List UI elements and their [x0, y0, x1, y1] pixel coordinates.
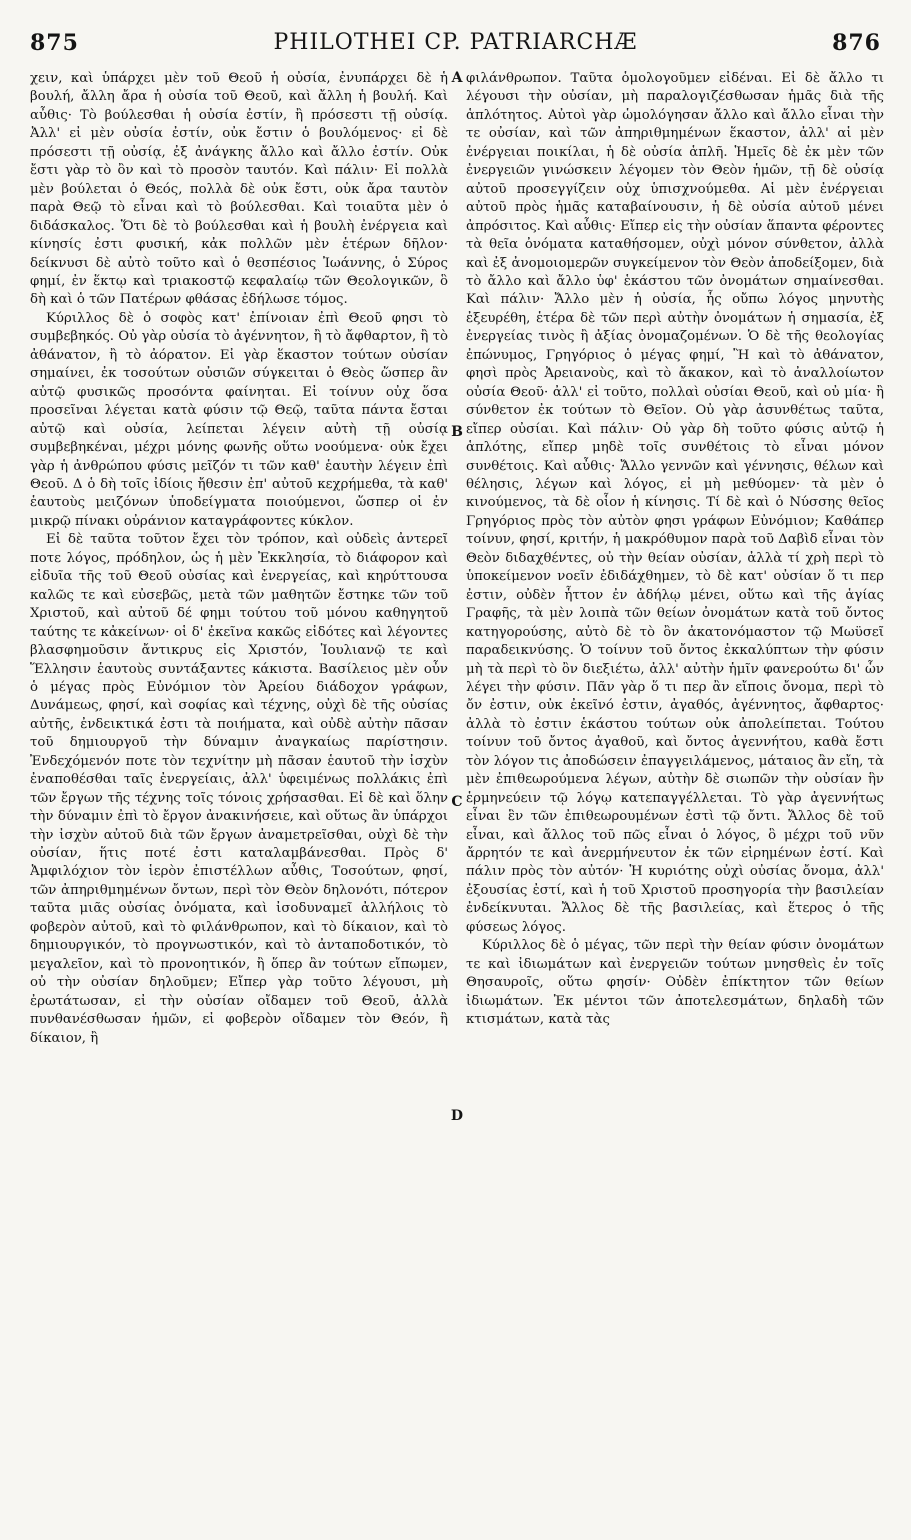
margin-letter-d: D	[450, 1108, 464, 1124]
margin-letter-b: B	[451, 424, 463, 440]
paragraph: φιλάνθρωπον. Ταῦτα ὁμολογοῦμεν εἰδέναι. Εἰ δὲ ἄλλο τι λέγουσι τὴν οὐσίαν, μὴ παραλογιζέσθωσαν ἡμᾶς διὰ τῆς ἁπλότητος. Αὐτοὶ γὰρ ὡμολόγησαν ἄλλο καὶ ἄλλο εἶναι τὴν τε οὐσίαν, καὶ τῶν ἀπηριθμημένων ἕκαστον, ἀλλ' αἱ μὲν ἐνέργειαι ποικίλαι, ἡ δὲ οὐσία ἁπλῆ. Ἡμεῖς δὲ ἐκ μὲν τῶν ἐνεργειῶν γινώσκειν λέγομεν τὸν Θεὸν ἡμῶν, τῇ δὲ οὐσίᾳ αὐτοῦ προσεγγίζειν οὐχ ὑπισχνούμεθα. Αἱ μὲν ἐνέργειαι αὐτοῦ πρὸς ἡμᾶς καταβαίνουσιν, ἡ δὲ οὐσία αὐτοῦ μένει ἀπρόσιτος. Καὶ αὖθις· Εἴπερ εἰς τὴν οὐσίαν ἅπαντα φέροντες τὰ θεῖα ὀνόματα καταθήσομεν, οὐχὶ μόνον σύνθετον, ἀλλὰ καὶ ἐξ ἀνομοιομερῶν συγκείμενον τὸν Θεὸν ἀποδείξομεν, διὰ τὸ ἄλλο καὶ ἄλλο ὑφ' ἑκάστου τῶν ὀνομάτων σημαίνεσθαι. Καὶ πάλιν· Ἄλλο μὲν ἡ οὐσία, ἧς οὔπω λόγος μηνυτὴς ἐξευρέθη, ἑτέρα δὲ τῶν περὶ αὐτὴν ὀνομάτων ἡ σημασία, ἐξ ἐνεργείας τινὸς ἢ ἀξίας ὀνομαζομένων. Ὁ δὲ τῆς θεολογίας ἐπώνυμος, Γρηγόριος ὁ μέγας φημί, Ἢ καὶ τὸ ἀθάνατον, φησὶ πρὸς Ἀρειανοὺς, καὶ τὸ ἄκακον, καὶ τὸ ἀναλλοίωτον οὐσία Θεοῦ· ἀλλ' εἰ τοῦτο, πολλαὶ οὐσίαι Θεοῦ, καὶ οὐ μία· ἢ σύνθετον ἐκ τούτων τὸ Θεῖον. Οὐ γὰρ ἀσυνθέτως ταῦτα, εἴπερ οὐσίαι. Καὶ πάλιν· Οὐ γὰρ δὴ τοῦτο φύσις αὐτῷ ἡ ἁπλότης, εἴπερ μηδὲ τοῖς συνθέτοις τὸ εἶναι μόνον συνθέτοις. Καὶ αὖθις· Ἄλλο γεννῶν καὶ γέννησις, θέλων καὶ θέλησις, λέγων καὶ λόγος, εἰ μὴ μεθύομεν· τὰ μὲν ὁ κινούμενος, τὰ δὲ οἷον ἡ κίνησις. Τί δὲ καὶ ὁ Νύσσης θεῖος Γρηγόριος πρὸς τὸν αὐτὸν φησι γράφων Εὐνόμιον; Καθάπερ τοίνυν, φησί, κριτήν, ἡ μακρόθυμον παρὰ τοῦ Δαβὶδ εἶναι τὸν Θεὸν διδαχθέντες, οὐ τὴν θείαν οὐσίαν, ἀλλὰ τί χρὴ περὶ τὸ ὑποκείμενον νοεῖν ἐδιδάχθημεν, τὸ δὲ κατ' οὐσίαν ὅ τι περ ἐστιν, οὐδὲν ἧττον ἐν ἀδήλῳ μένει, οὕτω καὶ τῆς ἁγίας Γραφῆς, τὰ μὲν λοιπὰ τῶν θείων ὀνομάτων κατὰ τοῦ ὄντος κατηγορούσης, αὐτὸ δὲ τὸ ὂν ἀκατονόμαστον τῷ Μωϋσεῖ παραδεικνύσης. Ὁ τοίνυν τοῦ ὄντος ἐκκαλύπτων τὴν φύσιν μὴ τὰ περὶ τὸ ὂν διεξιέτω, ἀλλ' αὐτὴν ἡμῖν φανερούτω δι' ὧν λέγει τὴν φύσιν. Πᾶν γὰρ ὅ τι περ ἂν εἴποις ὄνομα, περὶ τὸ ὄν ἐστιν, οὐκ ἐκεῖνό ἐστιν, ἀγαθός, ἀγέννητος, ἄφθαρτος· ἀλλὰ τὸ ἐστιν ἑκάστου τούτων οὐκ ἀπολείπεται. Τούτου τοίνυν τοῦ ὄντος ἀγαθοῦ, καὶ ὄντος ἀγεννήτου, καθὰ ἔστι τὸν λόγον τις ἀποδώσειν ἐπαγγειλάμενος, μάταιος ἂν εἴη, τὰ μὲν ἐπιθεωρούμενα λέγων, αὐτὴν δὲ σιωπῶν τὴν οὐσίαν ἣν ἑρμηνεύειν τῷ λόγῳ κατεπαγγέλλεται. Τὸ γὰρ ἀγεννήτως εἶναι ἓν τῶν ἐπιθεωρουμένων ἐστὶ τῷ ὄντι. Ἄλλος δὲ τοῦ εἶναι, καὶ ἄλλος τοῦ πῶς εἶναι ὁ λόγος, ὃ μέχρι τοῦ νῦν ἄρρητόν τε καὶ ἀνερμήνευτον ἐκ τῶν εἰρημένων ἐστί. Καὶ πάλιν πρὸς τὸν αὐτόν· Ἡ κυριότης οὐχὶ οὐσίας ὄνομα, ἀλλ' ἐξουσίας ἐστί, καὶ ἡ τοῦ Χριστοῦ προσηγορία τὴν βασιλείαν ἐνδείκνυται. Ἄλλος δὲ τῆς βασιλείας, καὶ ἕτερος ὁ τῆς φύσεως λόγος.	[466, 71, 884, 935]
paragraph: χειν, καὶ ὑπάρχει μὲν τοῦ Θεοῦ ἡ οὐσία, ἐνυπάρχει δὲ ἡ βουλή, ἄλλη ἄρα ἡ οὐσία τοῦ Θεοῦ, καὶ ἄλλη ἡ βουλή. Καὶ αὖθις· Τὸ βούλεσθαι ἡ οὐσία ἐστίν, ἢ πρόσεστι τῇ οὐσίᾳ. Ἀλλ' εἰ μὲν οὐσία ἐστίν, οὐκ ἔστιν ὁ βουλόμενος· εἰ δὲ πρόσεστι τῇ οὐσίᾳ, ἐξ ἀνάγκης ἄλλο καὶ ἄλλο ἐστίν. Οὐκ ἔστι γὰρ τὸ ὂν καὶ τὸ προσὸν ταυτόν. Καὶ πάλιν· Εἰ πολλὰ μὲν βούλεται ὁ Θεός, πολλὰ δὲ οὐκ ἔστι, οὐκ ἄρα ταυτὸν παρὰ Θεῷ τὸ εἶναι καὶ τὸ βούλεσθαι. Καὶ τοιαῦτα μὲν ὁ διδάσκαλος. Ὅτι δὲ τὸ βούλεσθαι καὶ ἡ βουλὴ ἐνέργεια καὶ κίνησίς ἐστι φυσική, κἀκ πολλῶν μὲν ἑτέρων δῆλον· δείκνυσι δὲ αὐτὸ τοῦτο καὶ ὁ θεσπέσιος Ἰωάννης, ὁ Σύρος φημί, ἐν ἕκτῳ καὶ τριακοστῷ κεφαλαίῳ τῶν Θεολογικῶν, ὃ δὴ καὶ ὁ τῶν Πατέρων φθάσας ἐδήλωσε τόμος.	[30, 71, 448, 308]
running-title: PHILOTHEI CP. PATRIARCHÆ	[273, 30, 638, 55]
page-number-right: 876	[832, 30, 881, 56]
paragraph: Κύριλλος δὲ ὁ μέγας, τῶν περὶ τὴν θείαν φύσιν ὀνομάτων τε καὶ ἰδιωμάτων καὶ ἐνεργειῶν τούτων μνησθεὶς ἐν τοῖς Θησαυροῖς, οὕτω φησίν· Οὐδὲν ἐπίκτητον τῶν θείων ἰδιωμάτων. Ἐκ μέντοι τῶν ἀποτελεσμάτων, δηλαδὴ τῶν κτισμάτων, κατὰ τὰς	[466, 938, 884, 1028]
paragraph: Εἰ δὲ ταῦτα τοῦτον ἔχει τὸν τρόπον, καὶ οὐδεὶς ἀντερεῖ ποτε λόγος, πρόδηλον, ὡς ἡ μὲν Ἐκκλησία, τὸ διάφορον καὶ εἰδυῖα τῆς τοῦ Θεοῦ οὐσίας καὶ ἐνεργείας, καὶ κηρύττουσα καλῶς τε καὶ εὐσεβῶς, μετὰ τῶν μαθητῶν ἔστηκε τῶν τοῦ Χριστοῦ, καὶ αὐτοῦ δέ φημι τούτου τοῦ μόνου καθηγητοῦ ταύτης τε κἀκείνων· οἱ δ' ἐκεῖνα κακῶς εἰδότες καὶ λέγοντες βλασφημοῦσιν ἄντικρυς εἰς Χριστόν, Ἰουλιανῷ τε καὶ Ἕλλησιν ἑαυτοὺς συντάξαντες κάκιστα. Βασίλειος μὲν οὖν ὁ μέγας πρὸς Εὐνόμιον τὸν Ἀρείου διάδοχον γράφων, Δυνάμεως, φησί, καὶ σοφίας καὶ τέχνης, οὐχὶ δὲ τῆς οὐσίας αὐτῆς, ἐνδεικτικά ἐστι τὰ ποιήματα, καὶ οὐδὲ αὐτὴν πᾶσαν τοῦ δημιουργοῦ τὴν δύναμιν ἀναγκαίως παρίστησιν. Ἐνδεχόμενόν ποτε τὸν τεχνίτην μὴ πᾶσαν ἑαυτοῦ τὴν ἰσχὺν ἐναποθέσθαι ταῖς ἐνεργείαις, ἀλλ' ὑφειμένως πολλάκις ἐπὶ τῶν ἔργων τῆς τέχνης τοῖς τόνοις χρήσασθαι. Εἰ δὲ καὶ ὅλην τὴν δύναμιν ἐπὶ τὸ ἔργον ἀνακινήσειε, καὶ οὕτως ἂν ὑπάρχοι τὴν ἰσχὺν αὐτοῦ διὰ τῶν ἔργων ἀναμετρεῖσθαι, οὐχὶ δὲ τὴν οὐσίαν, ἥτις ποτέ ἐστι καταλαμβάνεσθαι. Πρὸς δ' Ἀμφιλόχιον τὸν ἱερὸν ἐπιστέλλων αὖθις, Τοσούτων, φησί, τῶν ἀπηριθμημένων ὄντων, περὶ τὸν Θεὸν δηλονότι, πότερον ταῦτα μιᾶς οὐσίας ὀνόματα, καὶ ἰσοδυναμεῖ ἀλλήλοις τὸ φοβερὸν αὐτοῦ, καὶ τὸ φιλάνθρωπον, καὶ τὸ δίκαιον, καὶ τὸ δημιουργικόν, τὸ προγνωστικόν, καὶ τὸ ἀνταποδοτικόν, τὸ μεγαλεῖον, καὶ τὸ προνοητικόν, ἢ ὅπερ ἂν τούτων εἴπωμεν, οὐ τὴν οὐσίαν δηλοῦμεν; Εἴπερ γὰρ τοῦτο λέγουσι, μὴ ἐρωτάτωσαν, εἰ τὴν οὐσίαν οἴδαμεν τοῦ Θεοῦ, ἀλλὰ πυνθανέσθωσαν ἡμῶν, εἰ φοβερὸν οἴδαμεν τὸν Θεόν, ἢ δίκαιον, ἢ	[30, 532, 448, 1046]
paragraph: Κύριλλος δὲ ὁ σοφὸς κατ' ἐπίνοιαν ἐπὶ Θεοῦ φησι τὸ συμβεβηκός. Οὐ γὰρ οὐσία τὸ ἀγέννητον, ἢ τὸ ἄφθαρτον, ἢ τὸ ἀθάνατον, ἢ τὸ ἀόρατον. Εἰ γὰρ ἕκαστον τούτων οὐσίαν σημαίνει, ἐκ τοσούτων οὐσιῶν σύγκειται ὁ Θεὸς ὥσπερ ἂν αὐτῷ φυσικῶς προσόντα φαίνηται. Εἰ τοίνυν οὐχ ὅσα προσεῖναι λέγεται κατὰ φύσιν τῷ Θεῷ, ταῦτα πάντα ἔσται αὐτῷ καὶ οὐσία, λείπεται λέγειν αὐτὴ τῇ οὐσίᾳ συμβεβηκέναι, μέχρι μόνης φωνῆς οὕτω νοούμενα· οὐκ ἔχει γὰρ ἡ ἀνθρώπου φύσις μεῖζόν τι τῶν καθ' ἑαυτὴν λέγειν ἐπὶ Θεοῦ. Δ ὁ δὴ τοῖς ἰδίοις ἤθεσιν ἐπ' αὐτοῦ κεχρήμεθα, τὰ καθ' ἑαυτοὺς μειζόνων ὑποδείγματα ποιούμενοι, ὥσπερ οἱ ἐν μικρῷ πίνακι οὐράνιον καταγράφοντες κύκλον.	[30, 310, 448, 529]
margin-letter-a: A	[451, 70, 463, 86]
right-column	[466, 70, 884, 1530]
page-header	[30, 30, 881, 62]
page-number-left: 875	[30, 30, 79, 56]
margin-letter-c: C	[451, 794, 463, 810]
left-column	[30, 70, 448, 1530]
